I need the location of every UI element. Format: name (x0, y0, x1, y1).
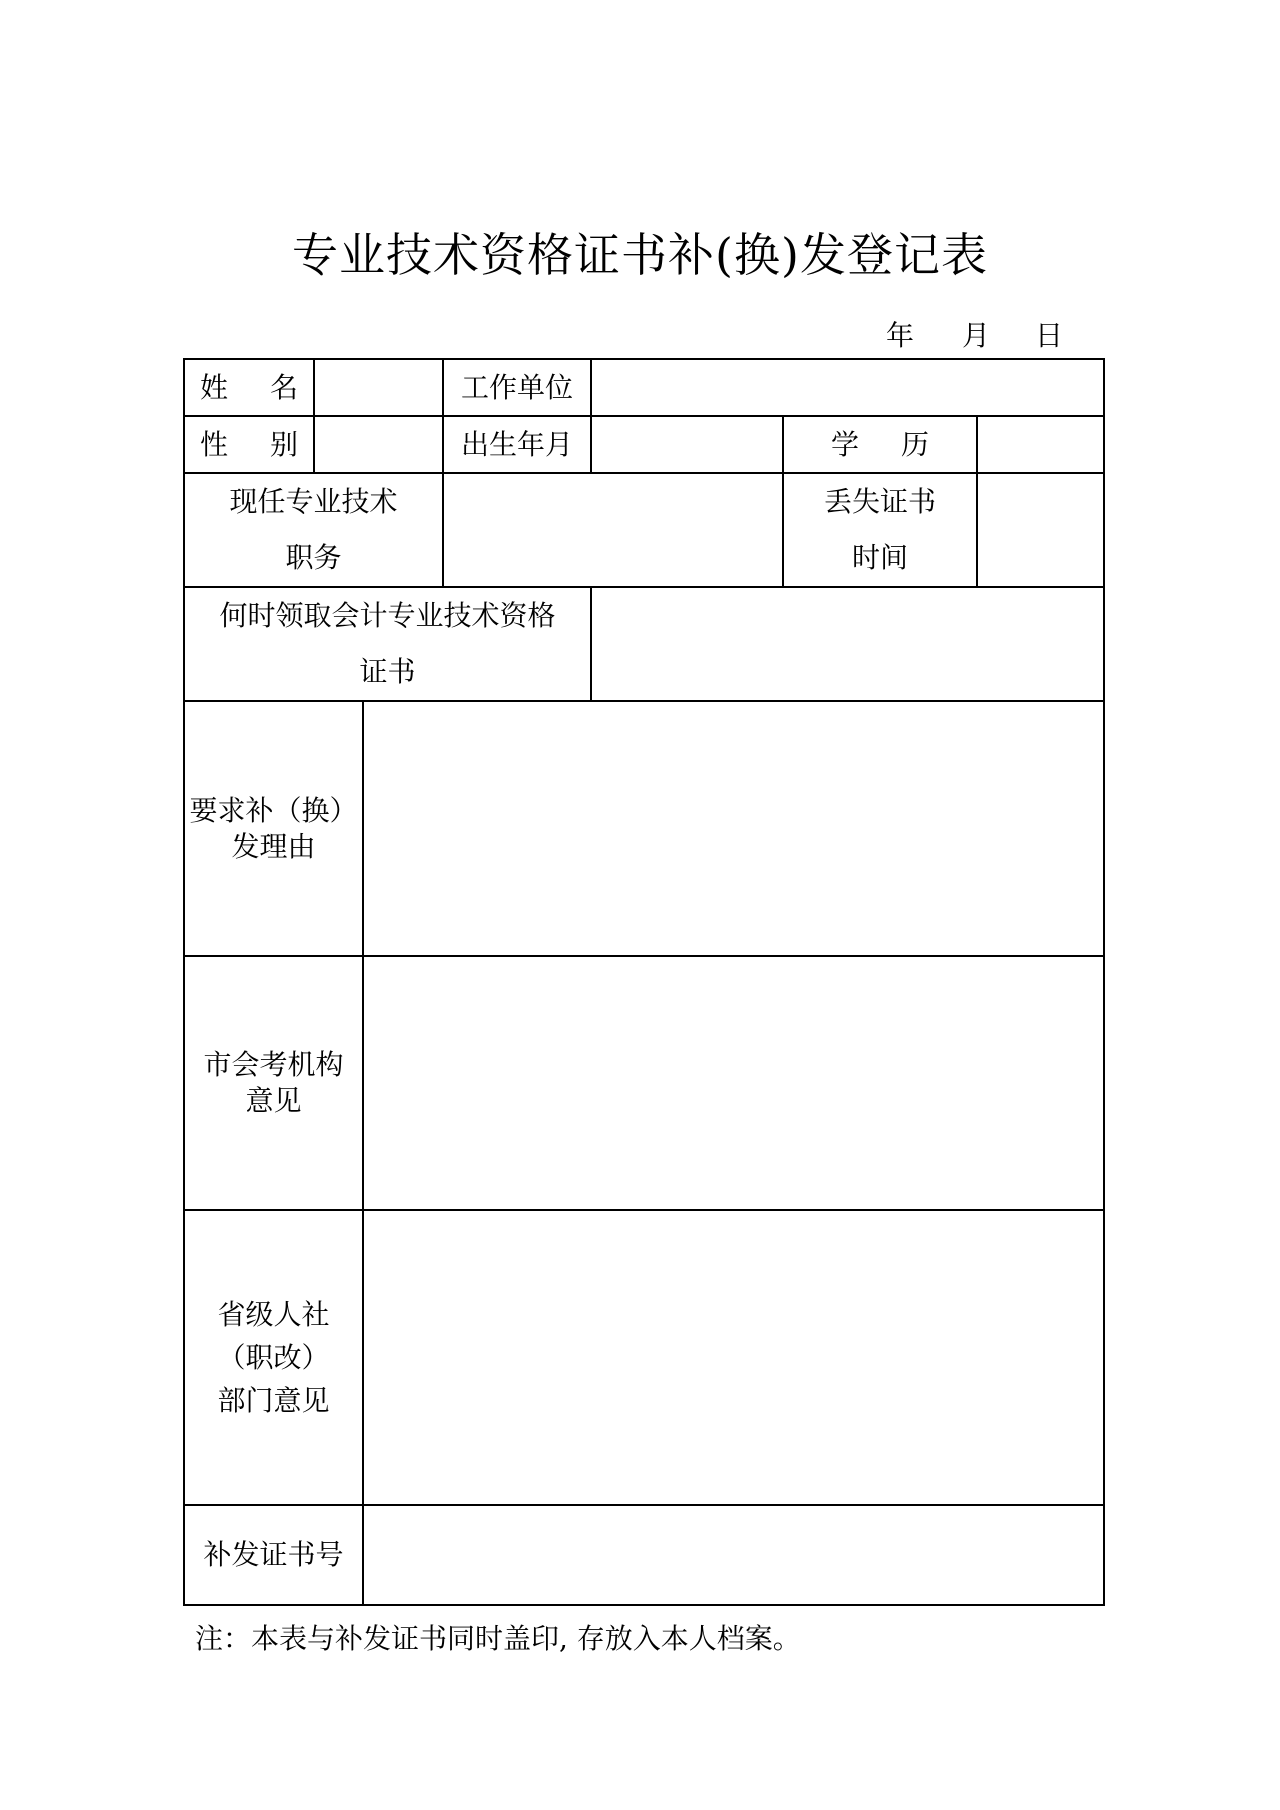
label-reason: 要求补（换） 发理由 (189, 793, 358, 863)
form-title: 专业技术资格证书补(换)发登记表 (292, 228, 988, 282)
label-gender: 性 别 (199, 427, 299, 461)
gender-field[interactable] (315, 417, 442, 472)
date-year: 年 (886, 319, 915, 352)
label-reissue-number: 补发证书号 (203, 1538, 344, 1571)
lost-time-field[interactable] (978, 474, 1103, 586)
received-when-field[interactable] (592, 588, 1103, 700)
label-city-opinion: 市会考机构 意见 (203, 1048, 344, 1117)
label-name: 姓 名 (199, 370, 299, 404)
date-month: 月 (962, 319, 991, 352)
name-field[interactable] (315, 360, 442, 415)
birth-month-field[interactable] (592, 417, 782, 472)
date-day: 日 (1035, 319, 1064, 352)
education-field[interactable] (978, 417, 1103, 472)
reason-field[interactable] (364, 702, 1103, 955)
label-lost-time: 丢失证书 时间 (823, 485, 936, 574)
label-current-title: 现任专业技术 职务 (229, 485, 398, 574)
label-received-when: 何时领取会计专业技术资格 证书 (219, 599, 556, 688)
province-opinion-field[interactable] (364, 1211, 1103, 1504)
work-unit-field[interactable] (592, 360, 1103, 415)
label-work-unit: 工作单位 (460, 370, 573, 404)
current-title-field[interactable] (444, 474, 782, 586)
label-education: 学 历 (830, 427, 930, 461)
city-opinion-field[interactable] (364, 957, 1103, 1209)
label-province-opinion: 省级人社 （职改） 部门意见 (217, 1298, 330, 1417)
label-birth-month: 出生年月 (460, 427, 573, 461)
footnote: 注：本表与补发证书同时盖印, 存放入本人档案。 (195, 1622, 801, 1655)
reissue-number-field[interactable] (364, 1506, 1103, 1604)
